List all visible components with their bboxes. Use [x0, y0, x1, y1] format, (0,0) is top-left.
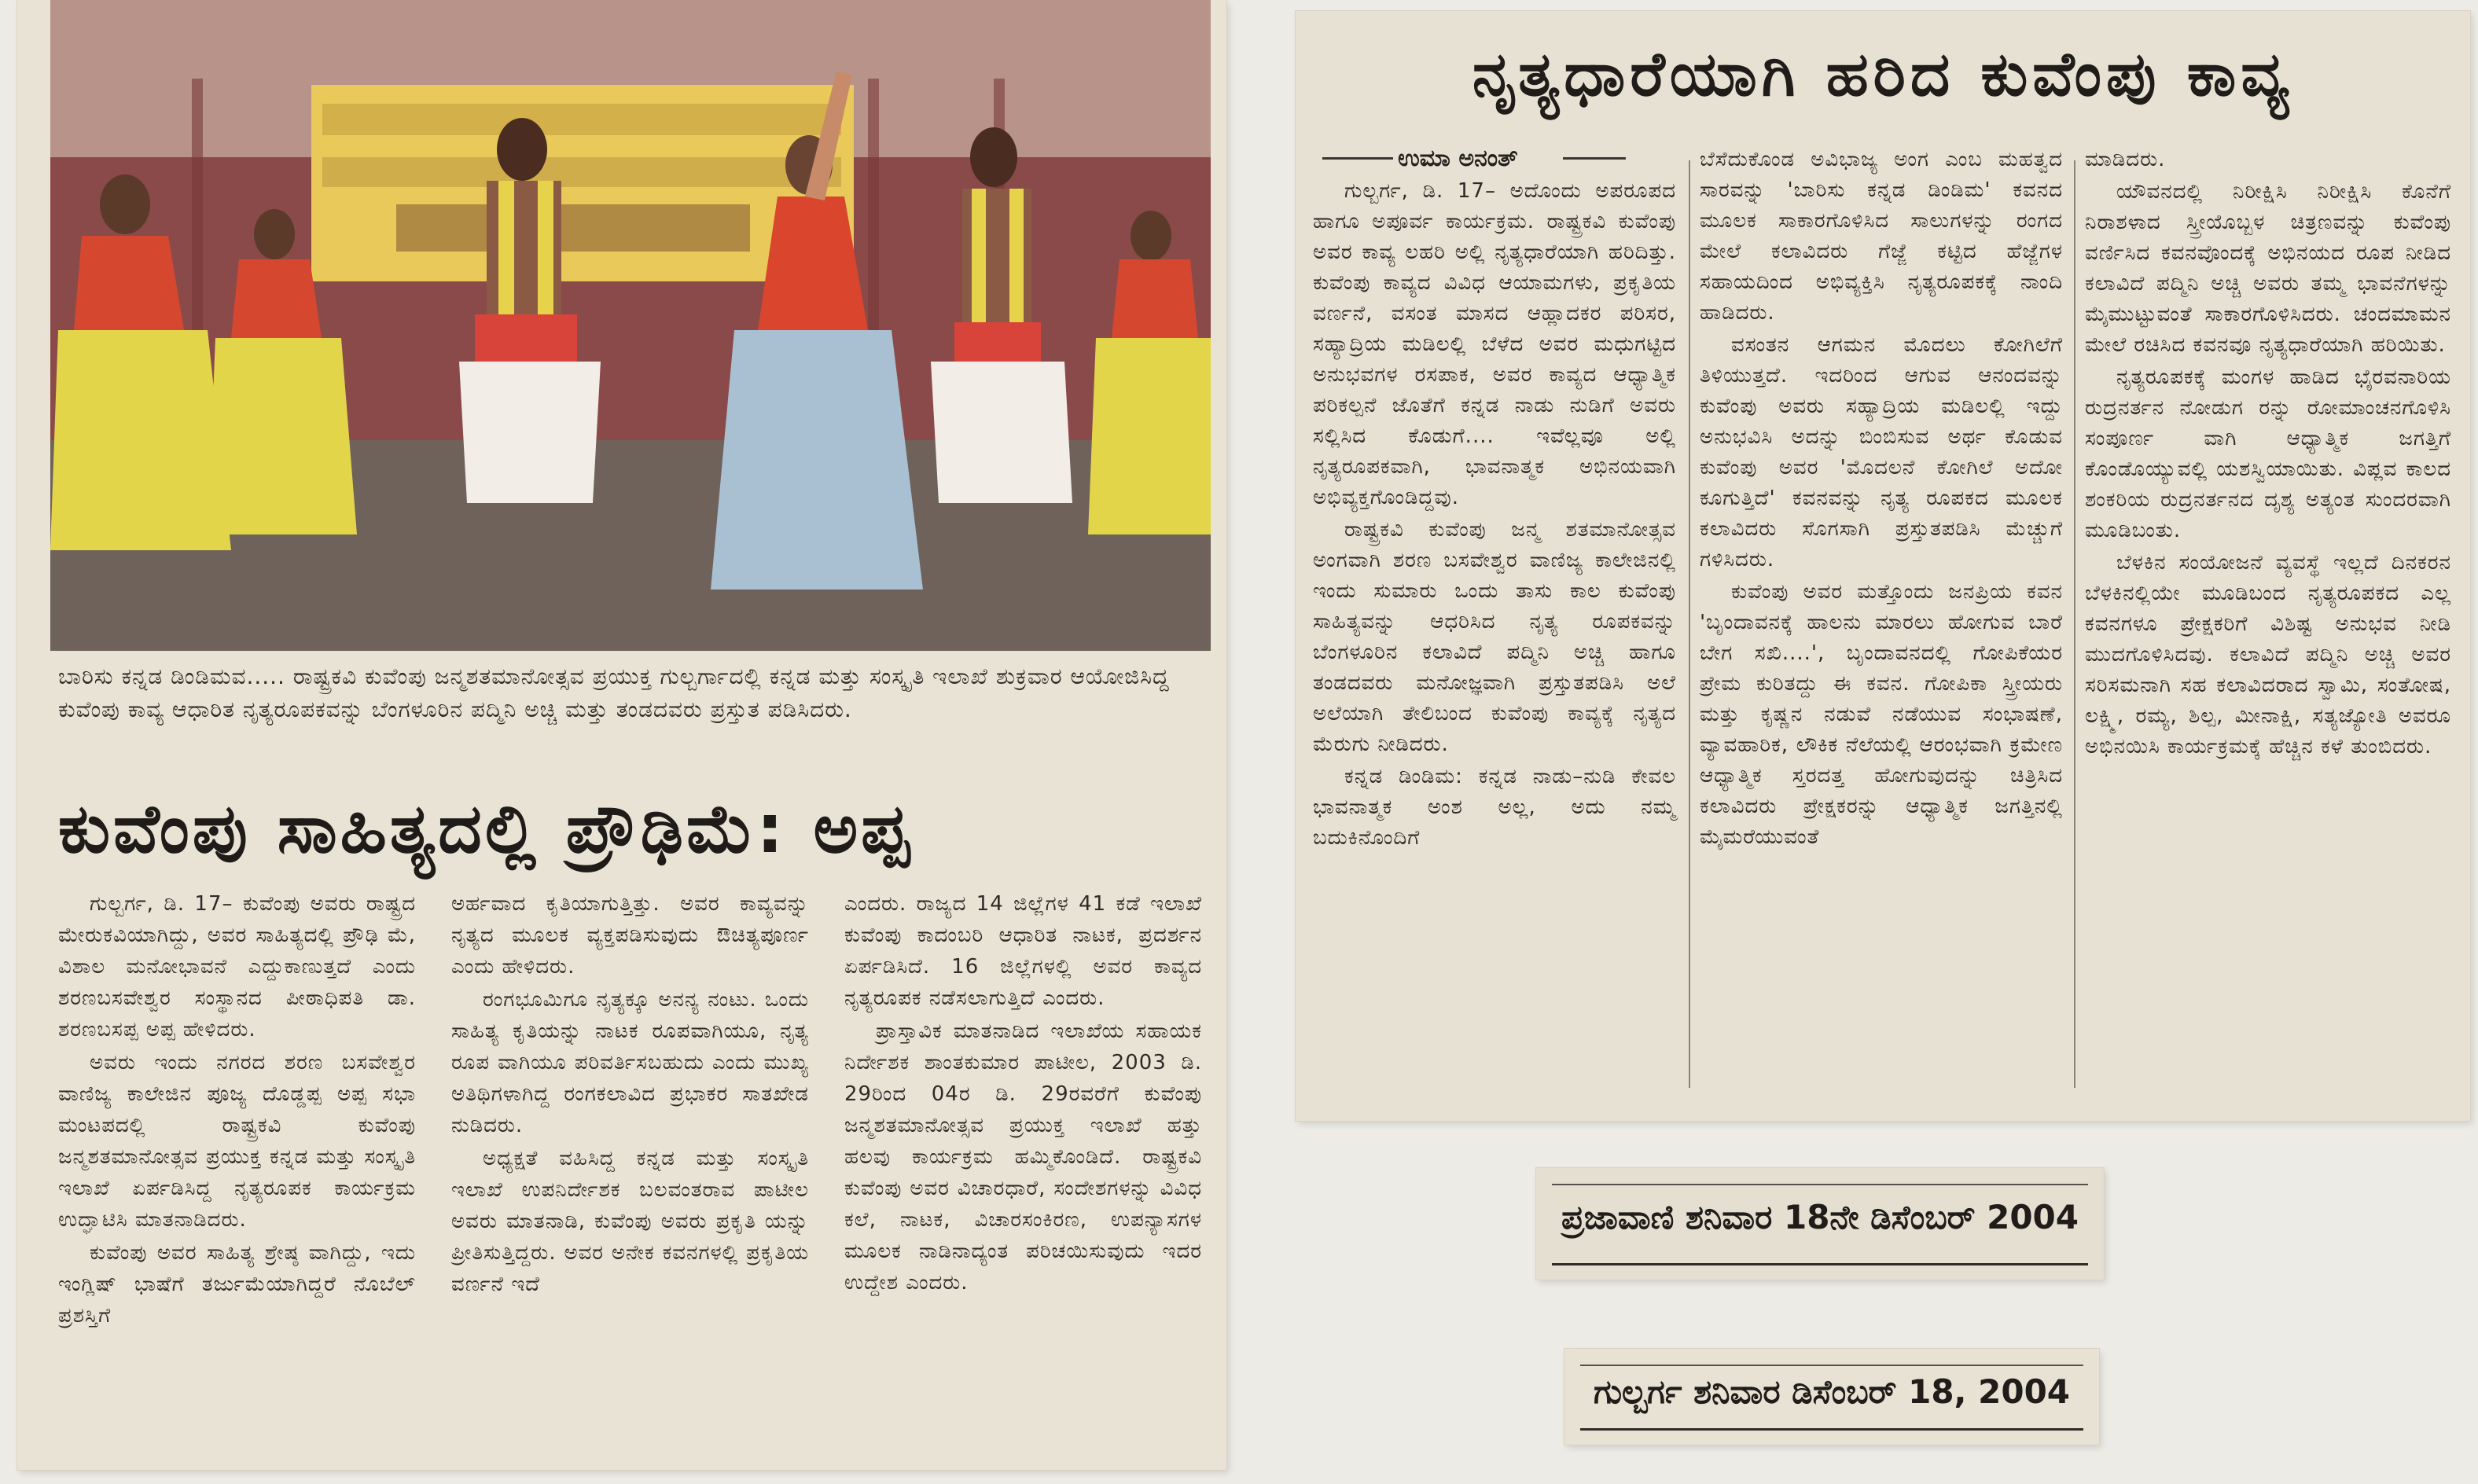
paragraph: ರಾಷ್ಟ್ರಕವಿ ಕುವೆಂಪು ಜನ್ಮ ಶತಮಾನೋತ್ಸವ ಅಂಗವಾಗಿ ಶರಣ ಬಸವೇಶ್ವರ ವಾಣಿಜ್ಯ ಕಾಲೇಜಿನಲ್ಲಿ ಇಂದು ಸುಮಾರು ಒಂದು ತಾಸು ಕಾಲ ಕುವೆಂಪು ಸಾಹಿತ್ಯವನ್ನು ಆಧರಿಸಿದ ನೃತ್ಯ ರೂಪಕವನ್ನು ಬೆಂಗಳೂರಿನ ಕಲಾವಿದೆ ಪದ್ಮಿನಿ ಅಚ್ಚಿ ಹಾಗೂ ತಂಡದವರು ಮನೋಜ್ಞವಾಗಿ ಪ್ರಸ್ತುತಪಡಿಸಿ ಅಲೆ ಅಲೆಯಾಗಿ ತೇಲಿಬಂದ ಕುವೆಂಪು ಕಾವ್ಯಕ್ಕೆ ನೃತ್ಯದ ಮೆರುಗು ನೀಡಿದರು. — [1313, 518, 1676, 756]
paragraph: ಕುವೆಂಪು ಅವರ ಸಾಹಿತ್ಯ ಶ್ರೇಷ್ಠ ವಾಗಿದ್ದು, ಇದು ಇಂಗ್ಲಿಷ್ ಭಾಷೆಗೆ ತರ್ಜುಮೆಯಾಗಿದ್ದರೆ ನೊಬೆಲ್ ಪ್ರಶಸ್ತಿಗೆ — [58, 1241, 416, 1328]
column-divider — [2074, 160, 2075, 1088]
column-divider — [1689, 160, 1690, 1088]
byline: ಉಮಾ ಅನಂತ್ — [1398, 145, 1518, 172]
paragraph: ಪ್ರಾಸ್ತಾವಿಕ ಮಾತನಾಡಿದ ಇಲಾಖೆಯ ಸಹಾಯಕ ನಿರ್ದೇಶಕ ಶಾಂತಕುಮಾರ ಪಾಟೀಲ, 2003 ಡಿ. 29ರಿಂದ 04ರ ಡಿ. 29ರವರೆಗೆ ಕುವೆಂಪು ಜನ್ಮಶತಮಾನೋತ್ಸವ ಪ್ರಯುಕ್ತ ಇಲಾಖೆ ಹತ್ತು ಹಲವು ಕಾರ್ಯಕ್ರಮ ಹಮ್ಮಿಕೊಂಡಿದೆ. ರಾಷ್ಟ್ರಕವಿ ಕುವೆಂಪು ಅವರ ವಿಚಾರಧಾರೆ, ಸಂದೇಶಗಳನ್ನು ವಿವಿಧ ಕಲೆ, ನಾಟಕ, ವಿಚಾರಸಂಕಿರಣ, ಉಪನ್ಯಾಸಗಳ ಮೂಲಕ ನಾಡಿನಾದ್ಯಂತ ಪರಿಚಯಿಸುವುದು ಇದರ ಉದ್ದೇಶ ಎಂದರು. — [844, 1019, 1202, 1295]
paragraph: ಅವರು ಇಂದು ನಗರದ ಶರಣ ಬಸವೇಶ್ವರ ವಾಣಿಜ್ಯ ಕಾಲೇಜಿನ ಪೂಜ್ಯ ದೊಡ್ಡಪ್ಪ ಅಪ್ಪ ಸಭಾ ಮಂಟಪದಲ್ಲಿ ರಾಷ್ಟ್ರಕವಿ ಕುವೆಂಪು ಜನ್ಮಶತಮಾನೋತ್ಸವ ಪ್ರಯುಕ್ತ ಕನ್ನಡ ಮತ್ತು ಸಂಸ್ಕೃತಿ ಇಲಾಖೆ ಏರ್ಪಡಿಸಿದ್ದ ನೃತ್ಯರೂಪಕ ಕಾರ್ಯಕ್ರಮ ಉದ್ಘಾಟಿಸಿ ಮಾತನಾಡಿದರು. — [58, 1051, 416, 1232]
left-article-column-1 — [58, 888, 416, 1333]
paragraph: ಕುವೆಂಪು ಅವರ ಮತ್ತೊಂದು ಜನಪ್ರಿಯ ಕವನ 'ಬೃಂದಾವನಕ್ಕೆ ಹಾಲನು ಮಾರಲು ಹೋಗುವ ಬಾರೆ ಬೇಗ ಸಖಿ....', ಬೃಂದಾವನದಲ್ಲಿ ಗೋಪಿಕೆಯರ ಪ್ರೇಮ ಕುರಿತದ್ದು ಈ ಕವನ. ಗೋಪಿಕಾ ಸ್ತ್ರೀಯರು ಮತ್ತು ಕೃಷ್ಣನ ನಡುವೆ ನಡೆಯುವ ಸಂಭಾಷಣೆ, ವ್ಯಾವಹಾರಿಕ, ಲೌಕಿಕ ನೆಲೆಯಲ್ಲಿ ಆರಂಭವಾಗಿ ಕ್ರಮೇಣ ಆಧ್ಯಾತ್ಮಿಕ ಸ್ತರದತ್ತ ಹೋಗುವುದನ್ನು ಚಿತ್ರಿಸಿದ ಕಲಾವಿದರು ಪ್ರೇಕ್ಷಕರನ್ನು ಆಧ್ಯಾತ್ಮಿಕ ಜಗತ್ತಿನಲ್ಲಿ ಮೈಮರೆಯುವಂತೆ — [1700, 580, 2063, 849]
rule — [1552, 1263, 2088, 1265]
paragraph: ಅರ್ಹವಾದ ಕೃತಿಯಾಗುತ್ತಿತ್ತು. ಅವರ ಕಾವ್ಯವನ್ನು ನೃತ್ಯದ ಮೂಲಕ ವ್ಯಕ್ತಪಡಿಸುವುದು ಔಚಿತ್ಯಪೂರ್ಣ ಎಂದು ಹೇಳಿದರು. — [451, 892, 809, 979]
paragraph: ನೃತ್ಯರೂಪಕಕ್ಕೆ ಮಂಗಳ ಹಾಡಿದ ಭೈರವನಾರಿಯ ರುದ್ರನರ್ತನ ನೋಡುಗ ರನ್ನು ರೋಮಾಂಚನಗೊಳಿಸಿ ಸಂಪೂರ್ಣ ವಾಗಿ ಆಧ್ಯಾತ್ಮಿಕ ಜಗತ್ತಿಗೆ ಕೊಂಡೊಯ್ಯುವಲ್ಲಿ ಯಶಸ್ವಿಯಾಯಿತು. ವಿಪ್ಲವ ಕಾಲದ ಶಂಕರಿಯ ರುದ್ರನರ್ತನದ ದೃಶ್ಯ ಅತ್ಯಂತ ಸುಂದರವಾಗಿ ಮೂಡಿಬಂತು. — [2085, 365, 2451, 542]
right-article-column-3 — [2085, 145, 2451, 764]
left-newspaper-clipping — [17, 0, 1226, 1470]
paragraph: ಮಾಡಿದರು. — [2085, 148, 2166, 171]
byline-rule — [1563, 157, 1626, 160]
left-article-column-3 — [844, 888, 1202, 1300]
prajavani-date-clipping — [1536, 1168, 2104, 1280]
dance-performance-photo — [50, 0, 1211, 651]
right-article-column-2 — [1700, 145, 2063, 854]
photo-caption: ಬಾರಿಸು ಕನ್ನಡ ಡಿಂಡಿಮವ..... ರಾಷ್ಟ್ರಕವಿ ಕುವೆಂಪು ಜನ್ಮಶತಮಾನೋತ್ಸವ ಪ್ರಯುಕ್ತ ಗುಲ್ಬರ್ಗಾದಲ್ಲಿ ಕನ್ನಡ ಮತ್ತು ಸಂಸ್ಕೃತಿ ಇಲಾಖೆ ಶುಕ್ರವಾರ ಆಯೋಜಿಸಿದ್ದ ಕುವೆಂಪು ಕಾವ್ಯ ಆಧಾರಿತ ನೃತ್ಯರೂಪಕವನ್ನು ಬೆಂಗಳೂರಿನ ಪದ್ಮಿನಿ ಅಚ್ಚಿ ಮತ್ತು ತಂಡದವರು ಪ್ರಸ್ತುತ ಪಡಿಸಿದರು. — [58, 663, 1170, 722]
rule — [1580, 1365, 2083, 1366]
paragraph: ರಂಗಭೂಮಿಗೂ ನೃತ್ಯಕ್ಕೂ ಅನನ್ಯ ನಂಟು. ಒಂದು ಸಾಹಿತ್ಯ ಕೃತಿಯನ್ನು ನಾಟಕ ರೂಪವಾಗಿಯೂ, ನೃತ್ಯ ರೂಪ ವಾಗಿಯೂ ಪರಿವರ್ತಿಸಬಹುದು ಎಂದು ಮುಖ್ಯ ಅತಿಥಿಗಳಾಗಿದ್ದ ರಂಗಕಲಾವಿದ ಪ್ರಭಾಕರ ಸಾತಖೇಡ ನುಡಿದರು. — [451, 988, 809, 1137]
prajavani-dateline: ಪ್ರಜಾವಾಣಿ ಶನಿವಾರ 18ನೇ ಡಿಸೆಂಬರ್ 2004 — [1561, 1198, 2079, 1236]
byline-rule — [1322, 157, 1393, 160]
paragraph: ಎಂದರು. ರಾಜ್ಯದ 14 ಜಿಲ್ಲೆಗಳ 41 ಕಡೆ ಇಲಾಖೆ ಕುವೆಂಪು ಕಾದಂಬರಿ ಆಧಾರಿತ ನಾಟಕ, ಪ್ರದರ್ಶನ ಏರ್ಪಡಿಸಿದೆ. 16 ಜಿಲ್ಲೆಗಳಲ್ಲಿ ಅವರ ಕಾವ್ಯದ ನೃತ್ಯರೂಪಕ ನಡೆಸಲಾಗುತ್ತಿದೆ ಎಂದರು. — [844, 892, 1202, 1010]
paragraph: ಅಧ್ಯಕ್ಷತೆ ವಹಿಸಿದ್ದ ಕನ್ನಡ ಮತ್ತು ಸಂಸ್ಕೃತಿ ಇಲಾಖೆ ಉಪನಿರ್ದೇಶಕ ಬಲವಂತರಾವ ಪಾಟೀಲ ಅವರು ಮಾತನಾಡಿ, ಕುವೆಂಪು ಅವರು ಪ್ರಕೃತಿ ಯನ್ನು ಪ್ರೀತಿಸುತ್ತಿದ್ದರು. ಅವರ ಅನೇಕ ಕವನಗಳಲ್ಲಿ ಪ್ರಕೃತಿಯ ವರ್ಣನೆ ಇದೆ — [451, 1147, 809, 1296]
right-newspaper-clipping — [1296, 11, 2470, 1121]
paragraph: ಯೌವನದಲ್ಲಿ ನಿರೀಕ್ಷಿಸಿ ನಿರೀಕ್ಷಿಸಿ ಕೊನೆಗೆ ನಿರಾಶಳಾದ ಸ್ತ್ರೀಯೊಬ್ಬಳ ಚಿತ್ರಣವನ್ನು ಕುವೆಂಪು ವರ್ಣಿಸಿದ ಕವನವೊಂದಕ್ಕೆ ಅಭಿನಯದ ರೂಪ ನೀಡಿದ ಕಲಾವಿದೆ ಪದ್ಮಿನಿ ಅಚ್ಚಿ ಅವರು ತಮ್ಮ ಭಾವನೆಗಳನ್ನು ಮೈಮುಟ್ಟುವಂತೆ ಸಾಕಾರಗೊಳಿಸಿದರು. ಚಂದಮಾಮನ ಮೇಲೆ ರಚಿಸಿದ ಕವನವೂ ನೃತ್ಯಧಾರೆಯಾಗಿ ಹರಿಯಿತು. — [2085, 180, 2451, 357]
rule — [1580, 1428, 2083, 1431]
right-headline: ನೃತ್ಯಧಾರೆಯಾಗಿ ಹರಿದ ಕುವೆಂಪು ಕಾವ್ಯ — [1472, 39, 2294, 110]
paragraph: ಗುಲ್ಬರ್ಗ, ಡಿ. 17– ಕುವೆಂಪು ಅವರು ರಾಷ್ಟ್ರದ ಮೇರುಕವಿಯಾಗಿದ್ದು, ಅವರ ಸಾಹಿತ್ಯದಲ್ಲಿ ಪ್ರೌಢಿ ಮೆ, ವಿಶಾಲ ಮನೋಭಾವನೆ ಎದ್ದುಕಾಣುತ್ತದೆ ಎಂದು ಶರಣಬಸವೇಶ್ವರ ಸಂಸ್ಥಾನದ ಪೀಠಾಧಿಪತಿ ಡಾ. ಶರಣಬಸಪ್ಪ ಅಪ್ಪ ಹೇಳಿದರು. — [58, 892, 416, 1041]
right-article-column-1 — [1313, 176, 1676, 855]
left-article-body — [58, 888, 1206, 1454]
paragraph: ಬೆಸೆದುಕೊಂಡ ಅವಿಭಾಜ್ಯ ಅಂಗ ಎಂಬ ಮಹತ್ವದ ಸಾರವನ್ನು 'ಬಾರಿಸು ಕನ್ನಡ ಡಿಂಡಿಮ' ಕವನದ ಮೂಲಕ ಸಾಕಾರಗೊಳಿಸಿದ ಸಾಲುಗಳನ್ನು ರಂಗದ ಮೇಲೆ ಕಲಾವಿದರು ಗೆಜ್ಜೆ ಕಟ್ಟಿದ ಹೆಜ್ಜೆಗಳ ಸಹಾಯದಿಂದ ಅಭಿವ್ಯಕ್ತಿಸಿ ನೃತ್ಯರೂಪಕಕ್ಕೆ ನಾಂದಿ ಹಾಡಿದರು. — [1700, 148, 2063, 325]
gulbarga-dateline: ಗುಲ್ಬರ್ಗ ಶನಿವಾರ ಡಿಸೆಂಬರ್ 18, 2004 — [1593, 1372, 2071, 1411]
paragraph: ವಸಂತನ ಆಗಮನ ಮೊದಲು ಕೋಗಿಲೆಗೆ ತಿಳಿಯುತ್ತದೆ. ಇದರಿಂದ ಆಗುವ ಆನಂದವನ್ನು ಕುವೆಂಪು ಅವರು ಸಹ್ಯಾದ್ರಿಯ ಮಡಿಲಲ್ಲಿ ಇದ್ದು ಅನುಭವಿಸಿ ಅದನ್ನು ಬಿಂಬಿಸುವ ಅರ್ಥ ಕೊಡುವ ಕುವೆಂಪು ಅವರ 'ಮೊದಲನೆ ಕೋಗಿಲೆ ಅದೋ ಕೂಗುತ್ತಿದೆ' ಕವನವನ್ನು ನೃತ್ಯ ರೂಪಕದ ಮೂಲಕ ಕಲಾವಿದರು ಸೊಗಸಾಗಿ ಪ್ರಸ್ತುತಪಡಿಸಿ ಮೆಚ್ಚುಗೆ ಗಳಿಸಿದರು. — [1700, 333, 2063, 571]
left-article-column-2 — [451, 888, 809, 1302]
paragraph: ಕನ್ನಡ ಡಿಂಡಿಮ: ಕನ್ನಡ ನಾಡು–ನುಡಿ ಕೇವಲ ಭಾವನಾತ್ಮಕ ಅಂಶ ಅಲ್ಲ, ಅದು ನಮ್ಮ ಬದುಕಿನೊಂದಿಗೆ — [1313, 765, 1676, 850]
rule — [1552, 1184, 2088, 1185]
paragraph: ಬೆಳಕಿನ ಸಂಯೋಜನೆ ವ್ಯವಸ್ಥೆ ಇಲ್ಲದೆ ದಿನಕರನ ಬೆಳಕಿನಲ್ಲಿಯೇ ಮೂಡಿಬಂದ ನೃತ್ಯರೂಪಕದ ಎಲ್ಲ ಕವನಗಳೂ ಪ್ರೇಕ್ಷಕರಿಗೆ ವಿಶಿಷ್ಟ ಅನುಭವ ನೀಡಿ ಮುದಗೊಳಿಸಿದವು. ಕಲಾವಿದೆ ಪದ್ಮಿನಿ ಅಚ್ಚಿ ಅವರ ಸರಿಸಮನಾಗಿ ಸಹ ಕಲಾವಿದರಾದ ಸ್ವಾಮಿ, ಸಂತೋಷ, ಲಕ್ಷ್ಮಿ, ರಮ್ಯ, ಶಿಲ್ಪ, ಮೀನಾಕ್ಷಿ, ಸತ್ಯಜ್ಯೋತಿ ಅವರೂ ಅಭಿನಯಿಸಿ ಕಾರ್ಯಕ್ರಮಕ್ಕೆ ಹೆಚ್ಚಿನ ಕಳೆ ತುಂಬಿದರು. — [2085, 551, 2451, 759]
paragraph: ಗುಲ್ಬರ್ಗ, ಡಿ. 17– ಅದೊಂದು ಅಪರೂಪದ ಹಾಗೂ ಅಪೂರ್ವ ಕಾರ್ಯಕ್ರಮ. ರಾಷ್ಟ್ರಕವಿ ಕುವೆಂಪು ಅವರ ಕಾವ್ಯ ಲಹರಿ ಅಲ್ಲಿ ನೃತ್ಯಧಾರೆಯಾಗಿ ಹರಿದಿತ್ತು. ಕುವೆಂಪು ಕಾವ್ಯದ ವಿವಿಧ ಆಯಾಮಗಳು, ಪ್ರಕೃತಿಯ ವರ್ಣನೆ, ವಸಂತ ಮಾಸದ ಆಹ್ಲಾದಕರ ಪರಿಸರ, ಸಹ್ಯಾದ್ರಿಯ ಮಡಿಲಲ್ಲಿ ಬೆಳೆದ ಅವರ ಮಧುಗಟ್ಟಿದ ಅನುಭವಗಳ ರಸಪಾಕ, ಅವರ ಕಾವ್ಯದ ಆಧ್ಯಾತ್ಮಿಕ ಪರಿಕಲ್ಪನೆ ಜೊತೆಗೆ ಕನ್ನಡ ನಾಡು ನುಡಿಗೆ ಅವರು ಸಲ್ಲಿಸಿದ ಕೊಡುಗೆ.... ಇವೆಲ್ಲವೂ ಅಲ್ಲಿ ನೃತ್ಯರೂಪಕವಾಗಿ, ಭಾವನಾತ್ಮಕ ಅಭಿನಯವಾಗಿ ಅಭಿವ್ಯಕ್ತಗೊಂಡಿದ್ದವು. — [1313, 179, 1676, 509]
left-headline: ಕುವೆಂಪು ಸಾಹಿತ್ಯದಲ್ಲಿ ಪ್ರೌಢಿಮೆ: ಅಪ್ಪ — [58, 790, 913, 869]
gulbarga-date-clipping — [1564, 1349, 2099, 1445]
